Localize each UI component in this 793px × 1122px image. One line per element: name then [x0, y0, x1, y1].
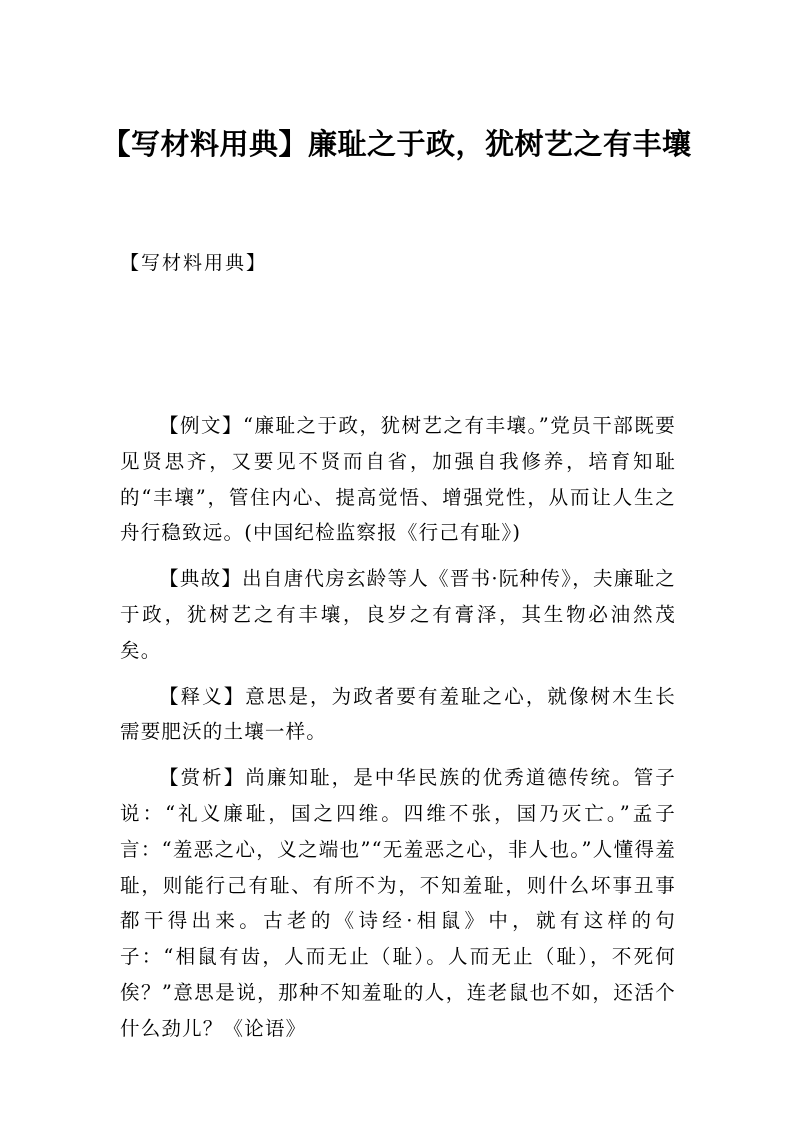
document-body — [120, 408, 676, 1057]
paragraph-appreciation: 【赏析】尚廉知耻，是中华民族的优秀道德传统。管子说：“礼义廉耻，国之四维。四维不张，国乃灭亡。”孟子言：“羞恶之心，义之端也”“无羞恶之心，非人也。”人懂得羞耻，则能行己有耻、有所不为，不知羞耻，则什么坏事丑事都干得出来。古老的《诗经·相鼠》中，就有这样的句子：“相鼠有齿，人而无止（耻）。人而无止（耻），不死何俟？”意思是说，那种不知羞耻的人，连老鼠也不如，还活个什么劲儿？《论语》 — [120, 766, 676, 1040]
document-title: 【写材料用典】廉耻之于政，犹树艺之有丰壤 — [101, 127, 692, 161]
section-label: 【写材料用典】 — [120, 252, 268, 274]
paragraph-interpretation: 【释义】意思是，为政者要有羞耻之心，就像树木生长需要肥沃的土壤一样。 — [120, 684, 676, 744]
paragraph-allusion: 【典故】出自唐代房玄龄等人《晋书·阮种传》，夫廉耻之于政，犹树艺之有丰壤，良岁之有膏泽，其生物必油然茂矣。 — [120, 567, 676, 662]
paragraph-example: 【例文】“廉耻之于政，犹树艺之有丰壤。”党员干部既要见贤思齐，又要见不贤而自省，加强自我修养，培育知耻的“丰壤”，管住内心、提高觉悟、增强党性，从而让人生之舟行稳致远。(中国纪检监察报《行己有耻》) — [120, 414, 676, 545]
